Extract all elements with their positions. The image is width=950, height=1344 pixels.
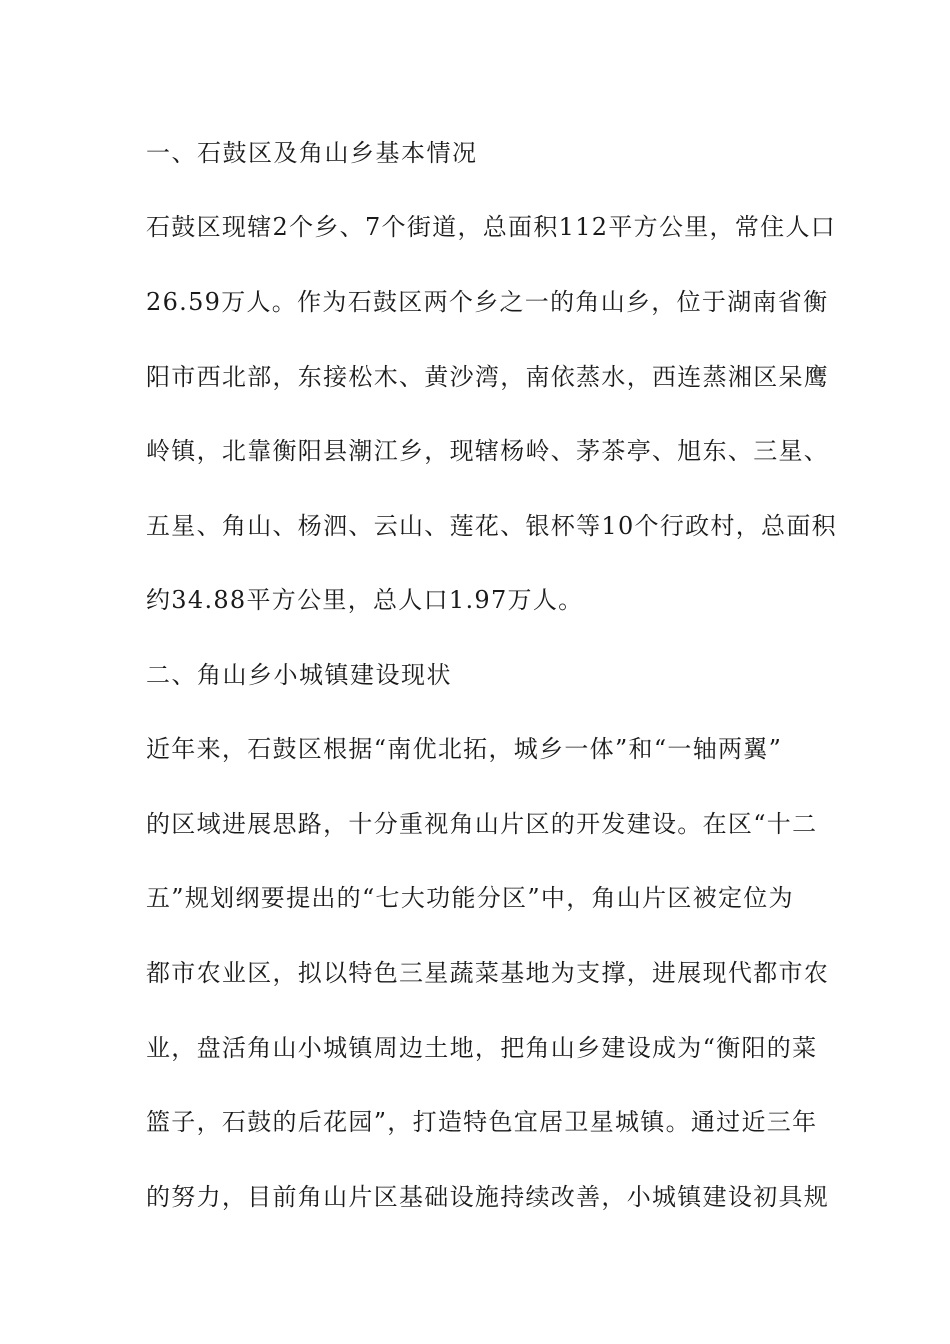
paragraph-line: 业，盘活角山小城镇周边土地，把角山乡建设成为“衡阳的菜 [146, 1034, 818, 1062]
section-1-heading: 一、石鼓区及角山乡基本情况 [146, 139, 478, 167]
paragraph-line: 26.59万人。作为石鼓区两个乡之一的角山乡，位于湖南省衡 [146, 288, 829, 316]
paragraph-line: 岭镇，北靠衡阳县潮江乡，现辖杨岭、茅茶亭、旭东、三星、 [146, 437, 830, 465]
paragraph-line: 篮子，石鼓的后花园”，打造特色宜居卫星城镇。通过近三年 [146, 1108, 818, 1136]
paragraph-line: 都市农业区，拟以特色三星蔬菜基地为支撑，进展现代都市农 [146, 959, 830, 987]
paragraph-line: 的努力，目前角山片区基础设施持续改善，小城镇建设初具规 [146, 1183, 830, 1211]
paragraph-line: 近年来，石鼓区根据“南优北拓，城乡一体”和“一轴两翼” [146, 735, 783, 763]
paragraph-line: 石鼓区现辖2个乡、7个街道，总面积112平方公里，常住人口 [146, 213, 837, 241]
paragraph-line: 五星、角山、杨泗、云山、莲花、银杯等10个行政村，总面积 [146, 512, 837, 540]
paragraph-line: 约34.88平方公里，总人口1.97万人。 [146, 586, 584, 614]
paragraph-line: 阳市西北部，东接松木、黄沙湾，南依蒸水，西连蒸湘区呆鹰 [146, 363, 830, 391]
paragraph-line: 五”规划纲要提出的“七大功能分区”中，角山片区被定位为 [146, 884, 794, 912]
section-2-heading: 二、角山乡小城镇建设现状 [146, 661, 452, 689]
paragraph-line: 的区域进展思路，十分重视角山片区的开发建设。在区“十二 [146, 810, 818, 838]
